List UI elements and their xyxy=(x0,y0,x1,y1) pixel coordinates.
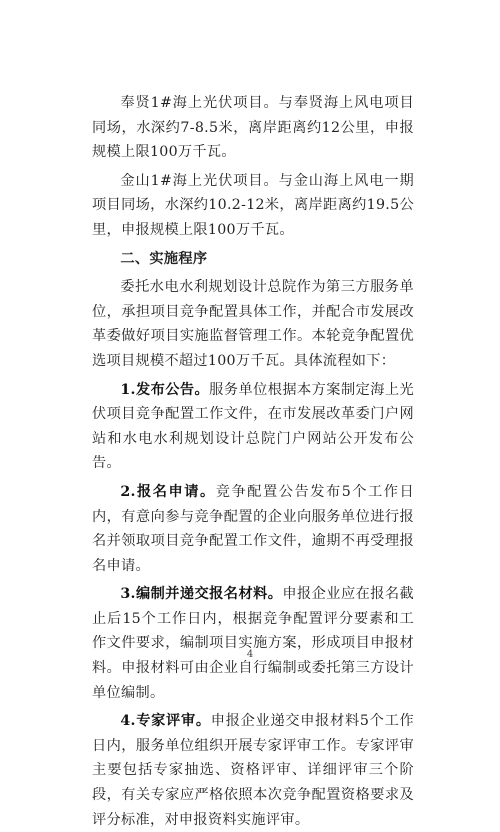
page-number: 4 xyxy=(246,649,254,660)
intro-paragraph: 委托水电水利规划设计总院作为第三方服务单位，承担项目竞争配置具体工作，并配合市发展改革委做好项目实施监督管理工作。本轮竞争配置优选项目规模不超过100万千瓦。具体流程如下： xyxy=(92,279,414,369)
step-text: 申报企业递交申报材料5个工作日内，服务单位组织开展专家评审工作。专家评审主要包括专家抽选、资格评审、详细评审三个阶段，有关专家应严格依照本次竞争配置资格要求及评分标准，对申报资料实施评审。 xyxy=(92,713,414,828)
project-paragraph-fengxian: 奉贤1#海上光伏项目。与奉贤海上风电项目同场，水深约7-8.5米，离岸距离约12公里，申报规模上限100万千瓦。 xyxy=(92,95,414,161)
step-lead: 3.编制并递交报名材料。 xyxy=(120,586,283,603)
step-paragraph-expert-review xyxy=(92,709,414,832)
step-lead: 4.专家评审。 xyxy=(120,713,211,730)
step-paragraph-publish xyxy=(92,378,414,476)
step-text: 服务单位根据本方案制定海上光伏项目竞争配置工作文件，在市发展改革委门户网站和水电水利规划设计总院门户网站公开发布公告。 xyxy=(92,381,414,472)
step-text: 竞争配置公告发布5个工作日内，有意向参与竞争配置的企业向服务单位进行报名并领取项目竞争配置工作文件，逾期不再受理报名申请。 xyxy=(92,483,414,574)
step-lead: 2.报名申请。 xyxy=(120,483,216,500)
step-text: 申报企业应在报名截止后15个工作日内，根据竞争配置评分要素和工作文件要求，编制项目实施方案，形成项目申报材料。申报材料可由企业自行编制或委托第三方设计单位编制。 xyxy=(92,586,414,701)
step-paragraph-materials xyxy=(92,582,414,705)
step-lead: 1.发布公告。 xyxy=(120,381,210,398)
step-paragraph-registration xyxy=(92,480,414,578)
section-heading: 二、实施程序 xyxy=(120,250,208,267)
project-paragraph-jinshan: 金山1#海上光伏项目。与金山海上风电一期项目同场，水深约10.2-12米，离岸距离约19.5公里，申报规模上限100万千瓦。 xyxy=(92,172,414,238)
document-body xyxy=(92,91,414,832)
